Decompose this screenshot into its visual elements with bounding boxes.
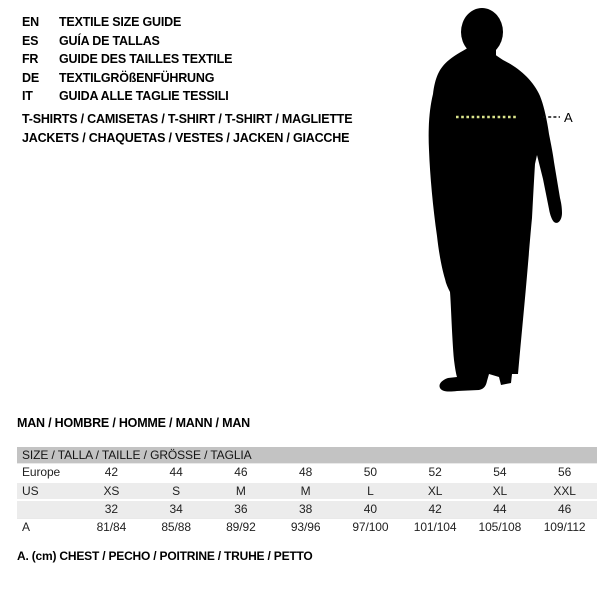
row-label: A: [17, 518, 79, 535]
table-cell: 48: [273, 464, 338, 482]
table-cell: 32: [79, 500, 144, 518]
language-row-en: [22, 13, 232, 32]
size-table-area: [17, 447, 597, 535]
table-cell: 34: [144, 500, 209, 518]
table-cell: 44: [144, 464, 209, 482]
table-cell: S: [144, 482, 209, 501]
table-cell: 50: [338, 464, 403, 482]
table-cell: 36: [209, 500, 274, 518]
table-cell: XL: [403, 482, 468, 501]
table-cell: 38: [273, 500, 338, 518]
table-cell: 54: [468, 464, 533, 482]
table-cell: 46: [532, 500, 597, 518]
size-table-header-row: [17, 447, 597, 464]
garment-categories: [22, 110, 352, 147]
row-label: US: [17, 482, 79, 501]
table-cell: 52: [403, 464, 468, 482]
language-row-fr: [22, 50, 232, 69]
table-cell: 85/88: [144, 518, 209, 535]
table-row-europe: [17, 464, 597, 482]
table-cell: 40: [338, 500, 403, 518]
category-line-jackets: JACKETS / CHAQUETAS / VESTES / JACKEN / GIACCHE: [22, 130, 350, 145]
table-row-us: [17, 482, 597, 501]
language-code: IT: [22, 89, 33, 103]
table-cell: XL: [468, 482, 533, 501]
language-row-de: [22, 69, 232, 88]
language-text: GUIDE DES TAILLES TEXTILE: [59, 52, 233, 66]
table-cell: 89/92: [209, 518, 274, 535]
language-code: EN: [22, 15, 39, 29]
table-cell: 97/100: [338, 518, 403, 535]
table-cell: 109/112: [532, 518, 597, 535]
language-guide: [22, 13, 232, 106]
size-table-header: SIZE / TALLA / TAILLE / GRÖSSE / TAGLIA: [17, 447, 597, 464]
table-cell: 101/104: [403, 518, 468, 535]
table-cell: 44: [468, 500, 533, 518]
row-label: Europe: [17, 464, 79, 482]
table-cell: 105/108: [468, 518, 533, 535]
man-silhouette: [423, 6, 583, 396]
table-cell: 56: [532, 464, 597, 482]
figure-area: [423, 6, 583, 396]
language-text: GUIDA ALLE TAGLIE TESSILI: [59, 89, 229, 103]
table-cell: M: [209, 482, 274, 501]
table-cell: 42: [403, 500, 468, 518]
table-cell: 93/96: [273, 518, 338, 535]
language-code: DE: [22, 70, 39, 85]
table-cell: 42: [79, 464, 144, 482]
table-row-numeric: [17, 500, 597, 518]
measurement-footnote: A. (cm) CHEST / PECHO / POITRINE / TRUHE / PETTO: [17, 549, 313, 563]
measure-label-a: A: [564, 110, 573, 125]
table-row-chest-a: [17, 518, 597, 535]
size-table: [17, 447, 597, 535]
table-cell: M: [273, 482, 338, 501]
language-code: ES: [22, 33, 39, 48]
category-line-tshirts: T-SHIRTS / CAMISETAS / T-SHIRT / T-SHIRT / MAGLIETTE: [22, 112, 353, 126]
section-title-man: MAN / HOMBRE / HOMME / MANN / MAN: [17, 416, 250, 430]
language-text: TEXTILE SIZE GUIDE: [59, 15, 182, 29]
language-code: FR: [22, 52, 39, 66]
table-cell: 46: [209, 464, 274, 482]
language-row-es: [22, 32, 232, 51]
table-cell: XXL: [532, 482, 597, 501]
table-cell: XS: [79, 482, 144, 501]
silhouette-body: [429, 46, 562, 392]
row-label: [17, 500, 79, 518]
table-cell: 81/84: [79, 518, 144, 535]
language-text: GUÍA DE TALLAS: [59, 33, 160, 48]
language-row-it: [22, 87, 232, 106]
table-cell: L: [338, 482, 403, 501]
language-text: TEXTILGRÖßENFÜHRUNG: [59, 70, 215, 85]
